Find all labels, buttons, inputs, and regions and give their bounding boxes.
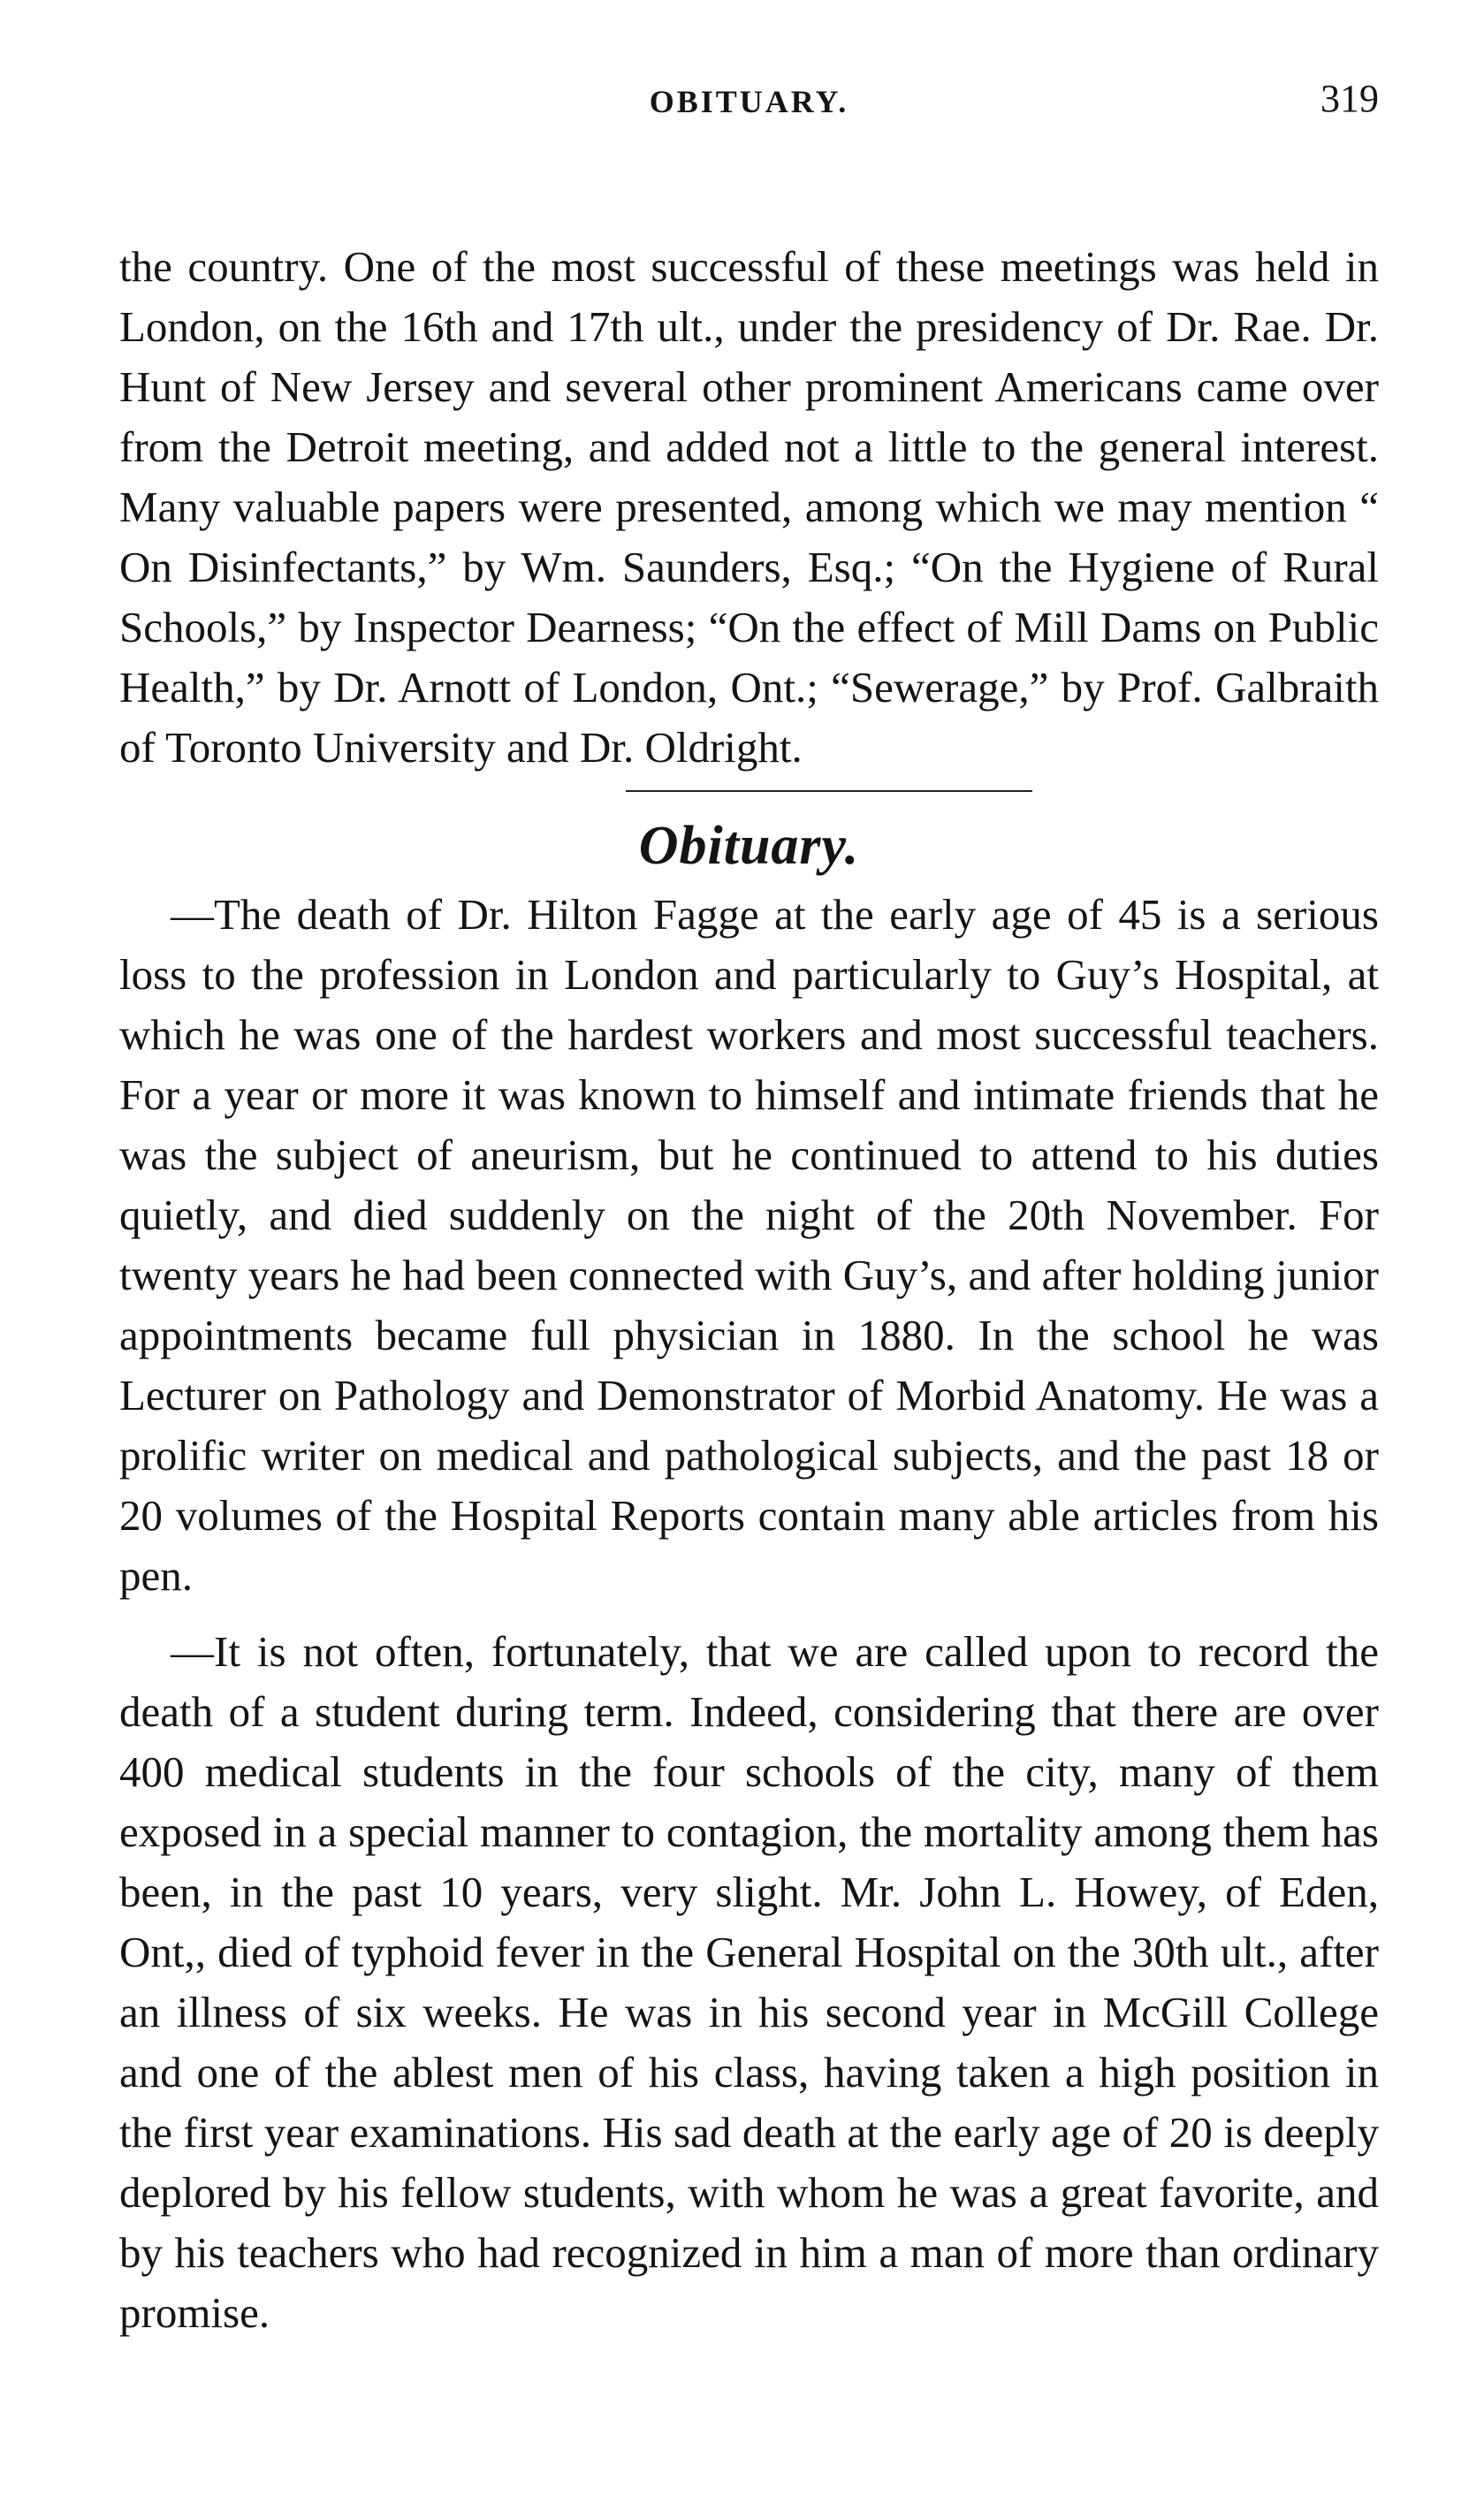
- obituary-paragraph-fagge: —The death of Dr. Hilton Fagge at the early age of 45 is a serious loss to the profession in London and particularly to Guy’s Hospital, at which he was one of the hardest workers and most successful teachers. For a year or more it was known to himself and intimate friends that he was the subject of aneurism, but he continued to attend to his duties quietly, and died suddenly on the night of the 20th November. For twenty years he had been connected with Guy’s, and after holding junior appointments became full physician in 1880. In the school he was Lecturer on Pathology and Demonstrator of Morbid Anatomy. He was a prolific writer on medical and pathological subjects, and the past 18 or 20 volumes of the Hospital Reports contain many able articles from his pen.: [119, 890, 1379, 1600]
- book-page: [119, 71, 1379, 2343]
- section-divider: [626, 790, 1032, 792]
- running-head: [119, 71, 1379, 133]
- running-title: OBITUARY.: [649, 84, 849, 119]
- intro-paragraph: the country. One of the most successful of these meetings was held in London, on the 16th and 17th ult., under the presidency of Dr. Rae. Dr. Hunt of New Jersey and several other prominent Americans came over from the Detroit meeting, and added not a little to the general interest. Many valuable papers were presented, among which we may mention “ On Disinfectants,” by Wm. Saunders, Esq.; “On the Hygiene of Rural Schools,” by Inspector Dearness; “On the effect of Mill Dams on Public Health,” by Dr. Arnott of London, Ont.; “Sewerage,” by Prof. Galbraith of Toronto University and Dr. Oldright.: [119, 242, 1379, 772]
- section-heading: Obituary.: [638, 816, 860, 876]
- page-number: 319: [1320, 77, 1379, 120]
- obituary-paragraph-howey: —It is not often, fortunately, that we are called upon to record the death of a student during term. Indeed, considering that there are over 400 medical students in the four schools of the city, many of them exposed in a special manner to contagion, the mortality among them has been, in the past 10 years, very slight. Mr. John L. Howey, of Eden, Ont,, died of typhoid fever in the General Hospital on the 30th ult., after an illness of six weeks. He was in his second year in McGill College and one of the ablest men of his class, having taken a high position in the first year examinations. His sad death at the early age of 20 is deeply deplored by his fellow students, with whom he was a great favorite, and by his teachers who had recognized in him a man of more than ordinary promise.: [119, 1627, 1379, 2337]
